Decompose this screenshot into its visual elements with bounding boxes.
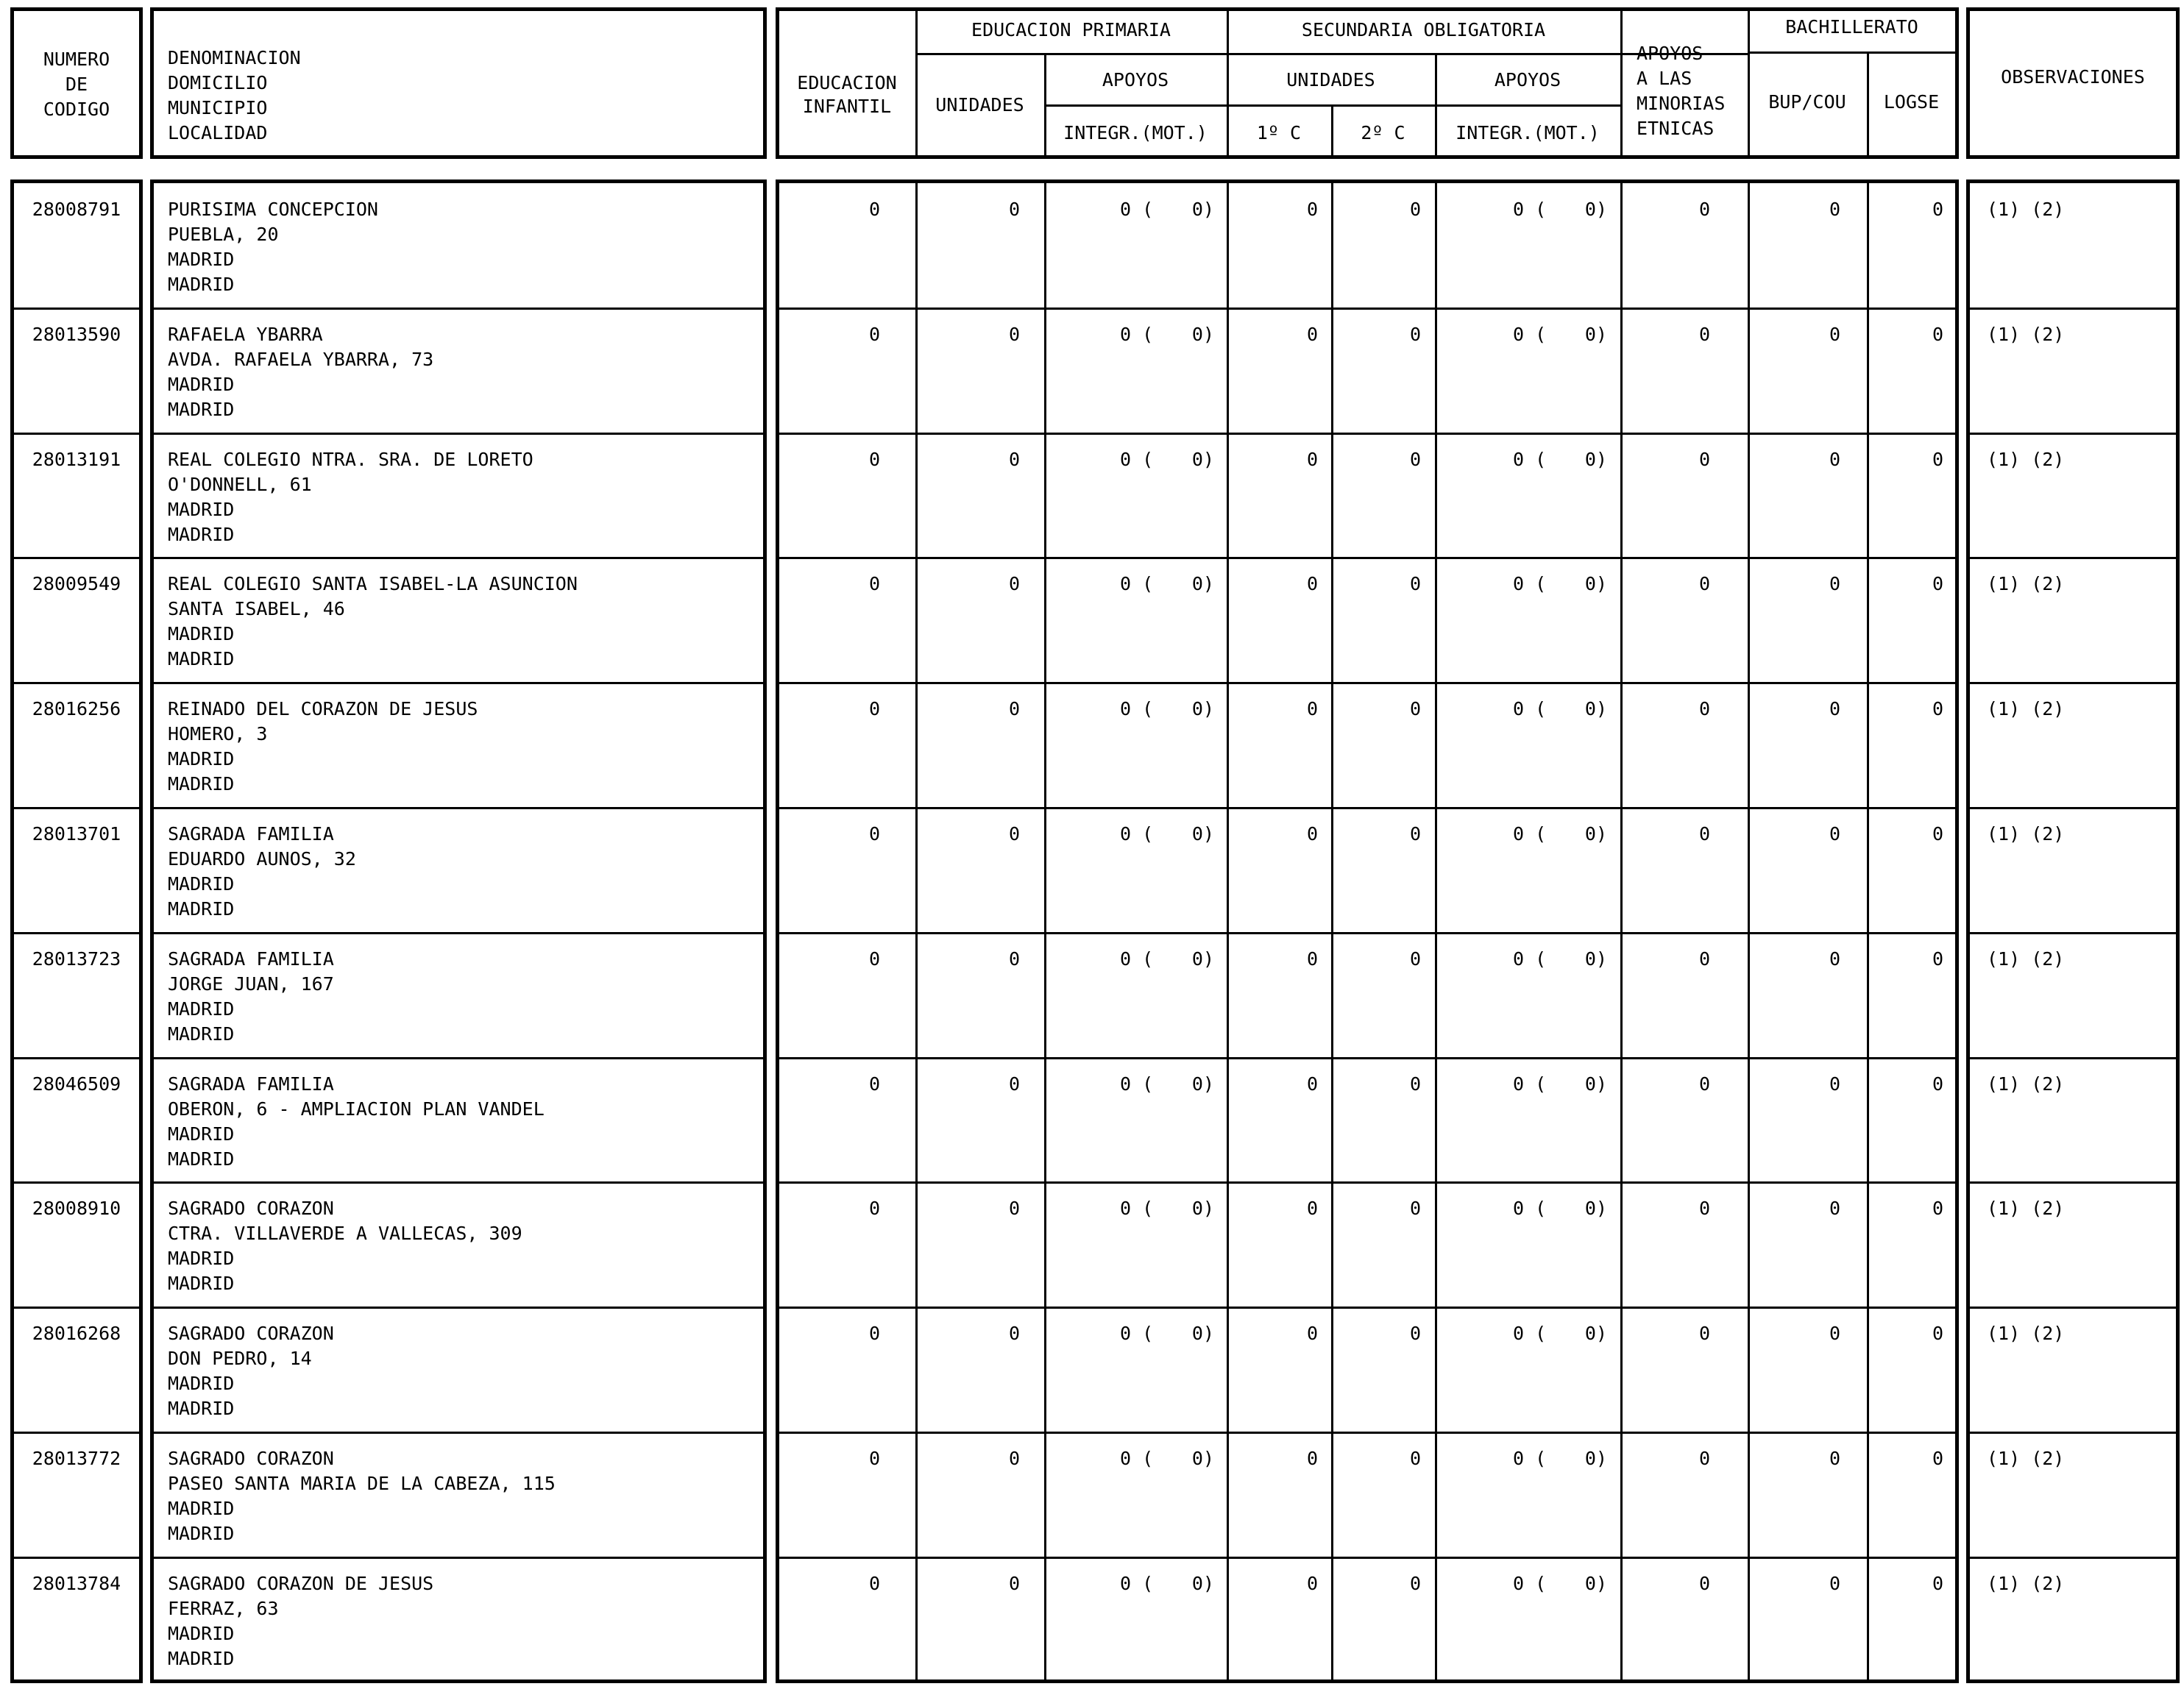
row-sec-integr: 0 (	[1513, 573, 1547, 594]
row-municipio: MADRID	[168, 1498, 235, 1519]
row-divider	[150, 433, 767, 435]
row-prim-mot: 0)	[1191, 573, 1214, 594]
row-sec-integr: 0 (	[1513, 1573, 1547, 1594]
row-logse: 0	[1932, 1323, 1943, 1344]
row-divider	[1966, 1307, 2180, 1309]
row-observaciones: (1) (2)	[1987, 698, 2065, 719]
row-divider	[1966, 433, 2180, 435]
row-sec-2c: 0	[1409, 199, 1421, 220]
row-prim-integr: 0 (	[1120, 948, 1154, 970]
row-localidad: MADRID	[168, 648, 235, 669]
row-code: 28016256	[32, 698, 121, 719]
row-prim-unidades: 0	[1008, 823, 1020, 845]
row-code: 28013772	[32, 1448, 121, 1469]
row-infantil: 0	[868, 1448, 880, 1469]
row-code: 28013723	[32, 948, 121, 970]
row-divider	[10, 1181, 143, 1184]
row-localidad: MADRID	[168, 399, 235, 420]
row-divider	[1966, 557, 2180, 559]
row-logse: 0	[1932, 449, 1943, 470]
row-divider	[1966, 1181, 2180, 1184]
row-divider	[776, 807, 1959, 809]
row-address: EDUARDO AUNOS, 32	[168, 848, 356, 870]
row-divider	[150, 1557, 767, 1559]
row-divider	[150, 557, 767, 559]
row-localidad: MADRID	[168, 1023, 235, 1045]
row-infantil: 0	[868, 324, 880, 345]
row-logse: 0	[1932, 1448, 1943, 1469]
row-logse: 0	[1932, 1198, 1943, 1219]
row-divider	[776, 932, 1959, 934]
row-sec-integr: 0 (	[1513, 823, 1547, 845]
row-infantil: 0	[868, 1573, 880, 1594]
row-divider	[776, 433, 1959, 435]
row-prim-unidades: 0	[1008, 1573, 1020, 1594]
row-prim-integr: 0 (	[1120, 199, 1154, 220]
row-infantil: 0	[868, 1073, 880, 1095]
row-minorias: 0	[1698, 573, 1710, 594]
row-divider	[1966, 308, 2180, 310]
row-municipio: MADRID	[168, 1623, 235, 1644]
row-bup-cou: 0	[1829, 199, 1840, 220]
row-prim-mot: 0)	[1191, 823, 1214, 845]
hdr-prim-unidades: UNIDADES	[935, 94, 1024, 115]
row-logse: 0	[1932, 1573, 1943, 1594]
row-bup-cou: 0	[1829, 449, 1840, 470]
hdr-line	[1748, 51, 1956, 54]
row-prim-unidades: 0	[1008, 698, 1020, 719]
row-name: SAGRADO CORAZON	[168, 1448, 334, 1469]
row-prim-mot: 0)	[1191, 1198, 1214, 1219]
hdr-codigo-2: DE	[65, 74, 88, 95]
row-sec-2c: 0	[1409, 573, 1421, 594]
row-address: HOMERO, 3	[168, 723, 268, 744]
row-code: 28016268	[32, 1323, 121, 1344]
row-bup-cou: 0	[1829, 324, 1840, 345]
hdr-sec-unidades: UNIDADES	[1286, 69, 1375, 90]
row-divider	[776, 557, 1959, 559]
hdr-logse: LOGSE	[1883, 91, 1940, 113]
row-observaciones: (1) (2)	[1987, 823, 2065, 845]
row-bup-cou: 0	[1829, 1323, 1840, 1344]
hdr-codigo-1: NUMERO	[43, 49, 110, 70]
row-prim-integr: 0 (	[1120, 1073, 1154, 1095]
hdr-sec-1c: 1º C	[1256, 122, 1302, 143]
row-localidad: MADRID	[168, 898, 235, 920]
row-sec-mot: 0)	[1584, 199, 1607, 220]
row-minorias: 0	[1698, 823, 1710, 845]
row-localidad: MADRID	[168, 1148, 235, 1170]
row-municipio: MADRID	[168, 623, 235, 644]
row-divider	[10, 682, 143, 684]
row-prim-unidades: 0	[1008, 199, 1020, 220]
row-sec-integr: 0 (	[1513, 1448, 1547, 1469]
row-minorias: 0	[1698, 449, 1710, 470]
row-prim-integr: 0 (	[1120, 698, 1154, 719]
row-observaciones: (1) (2)	[1987, 1573, 2065, 1594]
hdr-line	[915, 53, 1748, 55]
row-divider	[1966, 807, 2180, 809]
row-observaciones: (1) (2)	[1987, 449, 2065, 470]
row-minorias: 0	[1698, 948, 1710, 970]
hdr-prim-apoyos: APOYOS	[1102, 69, 1169, 90]
row-infantil: 0	[868, 1323, 880, 1344]
row-name: SAGRADO CORAZON	[168, 1198, 334, 1219]
row-divider	[776, 1057, 1959, 1059]
body-col-line	[1435, 181, 1437, 1682]
row-sec-2c: 0	[1409, 1073, 1421, 1095]
row-divider	[1966, 932, 2180, 934]
hdr-infantil-1: EDUCACION	[797, 72, 897, 93]
row-divider	[10, 308, 143, 310]
row-prim-integr: 0 (	[1120, 1198, 1154, 1219]
row-divider	[10, 1432, 143, 1434]
hdr-observaciones: OBSERVACIONES	[2001, 66, 2145, 88]
row-observaciones: (1) (2)	[1987, 1323, 2065, 1344]
row-infantil: 0	[868, 573, 880, 594]
row-divider	[150, 1057, 767, 1059]
row-sec-integr: 0 (	[1513, 449, 1547, 470]
row-name: SAGRADA FAMILIA	[168, 1073, 334, 1095]
row-sec-integr: 0 (	[1513, 698, 1547, 719]
row-prim-unidades: 0	[1008, 1323, 1020, 1344]
row-divider	[150, 932, 767, 934]
row-localidad: MADRID	[168, 1273, 235, 1294]
row-address: FERRAZ, 63	[168, 1598, 279, 1619]
row-divider	[150, 682, 767, 684]
row-logse: 0	[1932, 199, 1943, 220]
row-code: 28013590	[32, 324, 121, 345]
row-observaciones: (1) (2)	[1987, 1198, 2065, 1219]
row-sec-2c: 0	[1409, 449, 1421, 470]
row-prim-integr: 0 (	[1120, 1573, 1154, 1594]
row-sec-1c: 0	[1306, 324, 1318, 345]
row-sec-1c: 0	[1306, 698, 1318, 719]
row-minorias: 0	[1698, 324, 1710, 345]
hdr-line	[1227, 104, 1620, 107]
row-infantil: 0	[868, 199, 880, 220]
row-divider	[776, 1307, 1959, 1309]
row-address: SANTA ISABEL, 46	[168, 598, 345, 619]
hdr-minorias-4: ETNICAS	[1637, 118, 1715, 139]
hdr-bup-cou: BUP/COU	[1768, 91, 1846, 113]
row-sec-2c: 0	[1409, 1198, 1421, 1219]
row-name: REAL COLEGIO SANTA ISABEL-LA ASUNCION	[168, 573, 578, 594]
row-sec-2c: 0	[1409, 1573, 1421, 1594]
row-sec-1c: 0	[1306, 573, 1318, 594]
row-municipio: MADRID	[168, 1373, 235, 1394]
row-logse: 0	[1932, 948, 1943, 970]
row-prim-mot: 0)	[1191, 1448, 1214, 1469]
hdr-sec-2c: 2º C	[1361, 122, 1405, 143]
row-logse: 0	[1932, 823, 1943, 845]
row-infantil: 0	[868, 449, 880, 470]
row-sec-mot: 0)	[1584, 1573, 1607, 1594]
hdr-prim-integr: INTEGR.(MOT.)	[1063, 122, 1208, 143]
row-infantil: 0	[868, 698, 880, 719]
row-sec-2c: 0	[1409, 324, 1421, 345]
row-sec-1c: 0	[1306, 1448, 1318, 1469]
row-divider	[150, 308, 767, 310]
row-address: AVDA. RAFAELA YBARRA, 73	[168, 349, 434, 370]
row-infantil: 0	[868, 1198, 880, 1219]
row-sec-2c: 0	[1409, 823, 1421, 845]
row-divider	[150, 1181, 767, 1184]
row-observaciones: (1) (2)	[1987, 948, 2065, 970]
row-name: PURISIMA CONCEPCION	[168, 199, 378, 220]
hdr-denominacion-2: DOMICILIO	[168, 72, 268, 93]
row-sec-mot: 0)	[1584, 1198, 1607, 1219]
row-address: CTRA. VILLAVERDE A VALLECAS, 309	[168, 1223, 522, 1244]
row-divider	[10, 807, 143, 809]
row-sec-1c: 0	[1306, 449, 1318, 470]
hdr-minorias-1: APOYOS	[1637, 43, 1703, 64]
row-divider	[776, 1181, 1959, 1184]
row-name: REAL COLEGIO NTRA. SRA. DE LORETO	[168, 449, 533, 470]
row-sec-mot: 0)	[1584, 1073, 1607, 1095]
row-municipio: MADRID	[168, 748, 235, 769]
row-prim-unidades: 0	[1008, 948, 1020, 970]
row-prim-mot: 0)	[1191, 1323, 1214, 1344]
row-sec-2c: 0	[1409, 1323, 1421, 1344]
row-logse: 0	[1932, 1073, 1943, 1095]
row-prim-mot: 0)	[1191, 1573, 1214, 1594]
row-prim-unidades: 0	[1008, 324, 1020, 345]
hdr-infantil-2: INFANTIL	[802, 96, 892, 117]
row-minorias: 0	[1698, 1573, 1710, 1594]
row-prim-unidades: 0	[1008, 1198, 1020, 1219]
row-prim-unidades: 0	[1008, 449, 1020, 470]
row-infantil: 0	[868, 948, 880, 970]
row-sec-1c: 0	[1306, 199, 1318, 220]
row-sec-2c: 0	[1409, 1448, 1421, 1469]
row-sec-1c: 0	[1306, 823, 1318, 845]
row-bup-cou: 0	[1829, 823, 1840, 845]
row-localidad: MADRID	[168, 274, 235, 295]
row-sec-integr: 0 (	[1513, 324, 1547, 345]
row-sec-1c: 0	[1306, 1323, 1318, 1344]
row-divider	[776, 1557, 1959, 1559]
row-municipio: MADRID	[168, 249, 235, 270]
row-minorias: 0	[1698, 1198, 1710, 1219]
row-minorias: 0	[1698, 199, 1710, 220]
row-sec-2c: 0	[1409, 948, 1421, 970]
hdr-line	[1044, 104, 1227, 107]
row-sec-integr: 0 (	[1513, 199, 1547, 220]
row-code: 28008910	[32, 1198, 121, 1219]
row-localidad: MADRID	[168, 1398, 235, 1419]
row-sec-integr: 0 (	[1513, 948, 1547, 970]
row-prim-mot: 0)	[1191, 324, 1214, 345]
row-divider	[10, 557, 143, 559]
row-code: 28013701	[32, 823, 121, 845]
row-bup-cou: 0	[1829, 1448, 1840, 1469]
row-sec-mot: 0)	[1584, 698, 1607, 719]
row-code: 28013191	[32, 449, 121, 470]
hdr-codigo-3: CODIGO	[43, 99, 110, 120]
row-bup-cou: 0	[1829, 698, 1840, 719]
row-code: 28046509	[32, 1073, 121, 1095]
row-sec-2c: 0	[1409, 698, 1421, 719]
row-name: REINADO DEL CORAZON DE JESUS	[168, 698, 478, 719]
row-sec-mot: 0)	[1584, 948, 1607, 970]
row-divider	[10, 1557, 143, 1559]
row-sec-mot: 0)	[1584, 573, 1607, 594]
row-observaciones: (1) (2)	[1987, 199, 2065, 220]
row-prim-mot: 0)	[1191, 1073, 1214, 1095]
row-minorias: 0	[1698, 1073, 1710, 1095]
row-logse: 0	[1932, 324, 1943, 345]
row-divider	[1966, 682, 2180, 684]
row-name: RAFAELA YBARRA	[168, 324, 323, 345]
row-bup-cou: 0	[1829, 1073, 1840, 1095]
row-sec-1c: 0	[1306, 948, 1318, 970]
row-minorias: 0	[1698, 698, 1710, 719]
row-address: JORGE JUAN, 167	[168, 973, 334, 995]
row-bup-cou: 0	[1829, 1198, 1840, 1219]
row-name: SAGRADO CORAZON	[168, 1323, 334, 1344]
row-divider	[150, 1432, 767, 1434]
row-prim-integr: 0 (	[1120, 1448, 1154, 1469]
row-infantil: 0	[868, 823, 880, 845]
row-logse: 0	[1932, 573, 1943, 594]
row-divider	[150, 807, 767, 809]
row-address: O'DONNELL, 61	[168, 474, 312, 495]
row-localidad: MADRID	[168, 773, 235, 795]
row-localidad: MADRID	[168, 1523, 235, 1544]
row-prim-integr: 0 (	[1120, 1323, 1154, 1344]
row-observaciones: (1) (2)	[1987, 573, 2065, 594]
row-address: PASEO SANTA MARIA DE LA CABEZA, 115	[168, 1473, 556, 1494]
row-minorias: 0	[1698, 1448, 1710, 1469]
row-bup-cou: 0	[1829, 573, 1840, 594]
row-prim-mot: 0)	[1191, 698, 1214, 719]
hdr-sec-integr: INTEGR.(MOT.)	[1456, 122, 1600, 143]
row-name: SAGRADA FAMILIA	[168, 823, 334, 845]
hdr-minorias-2: A LAS	[1637, 68, 1692, 89]
row-divider	[10, 932, 143, 934]
row-prim-unidades: 0	[1008, 1448, 1020, 1469]
hdr-minorias-3: MINORIAS	[1637, 93, 1726, 114]
row-address: OBERON, 6 - AMPLIACION PLAN VANDEL	[168, 1098, 545, 1120]
row-municipio: MADRID	[168, 1248, 235, 1269]
hdr-secundaria-obligatoria: SECUNDARIA OBLIGATORIA	[1301, 19, 1546, 40]
row-sec-1c: 0	[1306, 1573, 1318, 1594]
row-sec-mot: 0)	[1584, 324, 1607, 345]
row-observaciones: (1) (2)	[1987, 324, 2065, 345]
row-sec-1c: 0	[1306, 1073, 1318, 1095]
row-divider	[1966, 1432, 2180, 1434]
row-address: DON PEDRO, 14	[168, 1348, 312, 1369]
row-localidad: MADRID	[168, 1648, 235, 1669]
row-sec-mot: 0)	[1584, 449, 1607, 470]
row-divider	[10, 1307, 143, 1309]
row-localidad: MADRID	[168, 524, 235, 545]
row-sec-integr: 0 (	[1513, 1073, 1547, 1095]
row-sec-mot: 0)	[1584, 1323, 1607, 1344]
row-municipio: MADRID	[168, 374, 235, 395]
row-sec-1c: 0	[1306, 1198, 1318, 1219]
row-name: SAGRADA FAMILIA	[168, 948, 334, 970]
row-logse: 0	[1932, 698, 1943, 719]
row-prim-integr: 0 (	[1120, 324, 1154, 345]
hdr-line	[1620, 9, 1623, 157]
hdr-sec-apoyos: APOYOS	[1494, 69, 1561, 90]
hdr-educacion-primaria: EDUCACION PRIMARIA	[971, 19, 1171, 40]
row-divider	[776, 1432, 1959, 1434]
row-name: SAGRADO CORAZON DE JESUS	[168, 1573, 434, 1594]
row-divider	[10, 433, 143, 435]
row-observaciones: (1) (2)	[1987, 1073, 2065, 1095]
row-code: 28013784	[32, 1573, 121, 1594]
row-sec-integr: 0 (	[1513, 1323, 1547, 1344]
row-divider	[776, 682, 1959, 684]
row-code: 28008791	[32, 199, 121, 220]
row-divider	[1966, 1557, 2180, 1559]
row-divider	[10, 1057, 143, 1059]
row-prim-integr: 0 (	[1120, 573, 1154, 594]
row-prim-mot: 0)	[1191, 948, 1214, 970]
row-divider	[1966, 1057, 2180, 1059]
hdr-denominacion-1: DENOMINACION	[168, 47, 301, 68]
row-prim-unidades: 0	[1008, 573, 1020, 594]
row-divider	[150, 1307, 767, 1309]
row-divider	[776, 308, 1959, 310]
row-prim-integr: 0 (	[1120, 449, 1154, 470]
hdr-bachillerato: BACHILLERATO	[1785, 16, 1918, 38]
hdr-denominacion-3: MUNICIPIO	[168, 97, 268, 118]
row-sec-mot: 0)	[1584, 1448, 1607, 1469]
row-sec-integr: 0 (	[1513, 1198, 1547, 1219]
row-prim-integr: 0 (	[1120, 823, 1154, 845]
row-bup-cou: 0	[1829, 1573, 1840, 1594]
row-sec-mot: 0)	[1584, 823, 1607, 845]
row-observaciones: (1) (2)	[1987, 1448, 2065, 1469]
row-municipio: MADRID	[168, 499, 235, 520]
hdr-denominacion-4: LOCALIDAD	[168, 122, 268, 143]
row-minorias: 0	[1698, 1323, 1710, 1344]
row-prim-unidades: 0	[1008, 1073, 1020, 1095]
row-address: PUEBLA, 20	[168, 224, 279, 245]
row-municipio: MADRID	[168, 998, 235, 1020]
body-col-line	[1044, 181, 1046, 1682]
row-bup-cou: 0	[1829, 948, 1840, 970]
row-municipio: MADRID	[168, 873, 235, 895]
row-code: 28009549	[32, 573, 121, 594]
row-prim-mot: 0)	[1191, 199, 1214, 220]
row-prim-mot: 0)	[1191, 449, 1214, 470]
row-municipio: MADRID	[168, 1123, 235, 1145]
